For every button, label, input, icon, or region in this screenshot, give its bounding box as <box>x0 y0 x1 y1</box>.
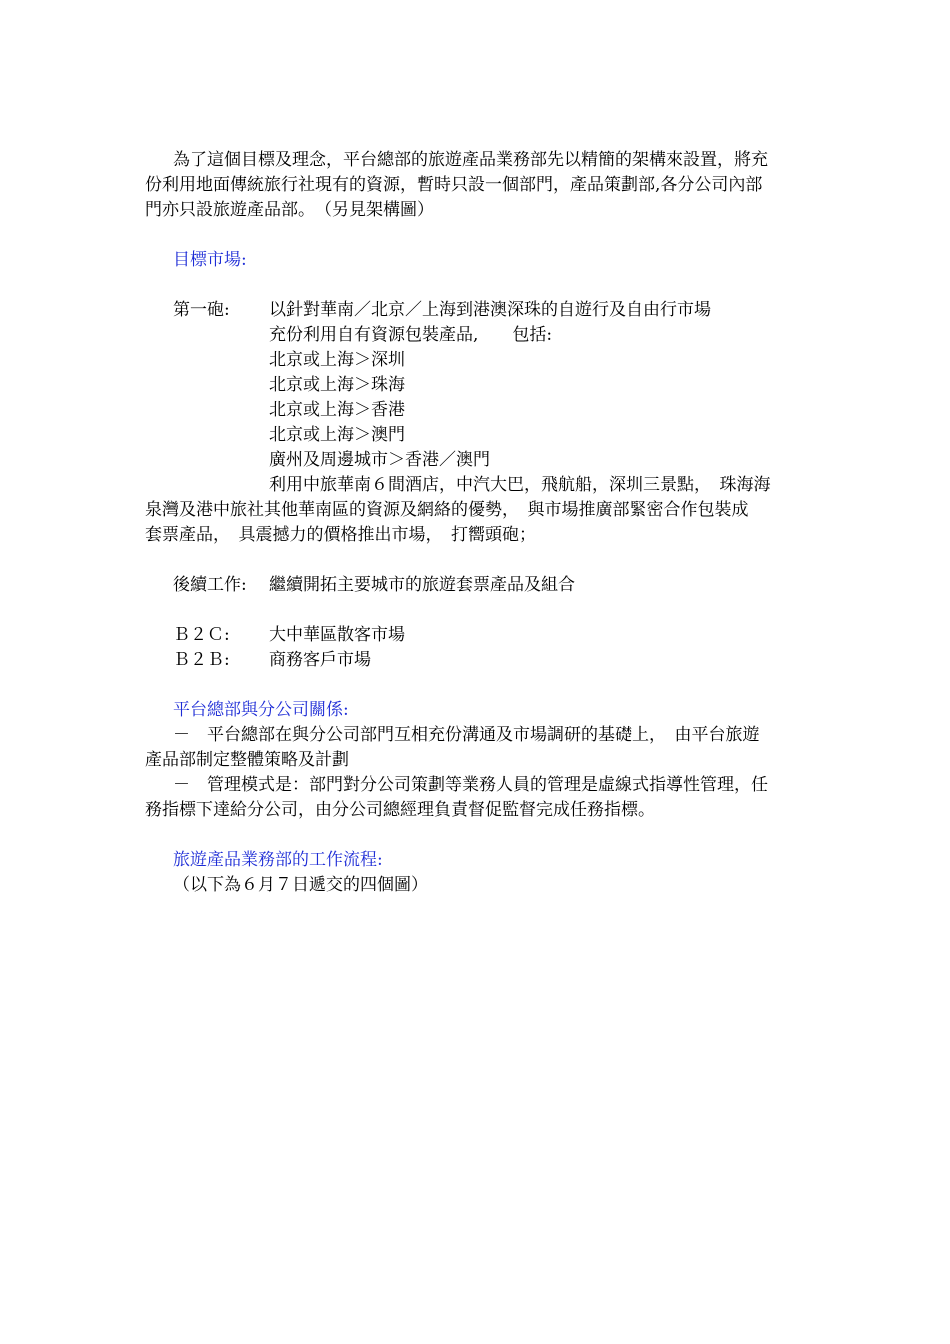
first-line-2: 充份利用自有資源包裝產品, 包括: <box>269 325 553 345</box>
first-label: 第一砲: <box>173 300 230 320</box>
route-macau: 北京或上海＞澳門 <box>269 425 405 445</box>
relationship-line-2: 產品部制定整體策略及計劃 <box>145 750 349 770</box>
b2c-label: Ｂ２Ｃ: <box>173 625 230 645</box>
route-hongkong: 北京或上海＞香港 <box>269 400 405 420</box>
b2b-label: Ｂ２Ｂ: <box>173 650 230 670</box>
intro-line-3: 門亦只設旅遊產品部。 （另見架構圖） <box>145 200 434 220</box>
route-guangzhou: 廣州及周邊城市＞香港／澳門 <box>269 450 490 470</box>
followup-label: 後續工作: <box>173 575 247 595</box>
intro-line-1: 為了這個目標及理念，平台總部的旅遊產品業務部先以精簡的架構來設置，將充 <box>173 150 768 170</box>
relationship-line-3: － 管理模式是：部門對分公司策劃等業務人員的管理是虛線式指導性管理，任 <box>173 775 768 795</box>
first-line-1: 以針對華南／北京／上海到港澳深珠的自遊行及自由行市場 <box>269 300 711 320</box>
first-line-8: 利用中旅華南６間酒店，中汽大巴，飛航船，深圳三景點， 珠海海 <box>269 475 771 495</box>
cont-line-2: 套票產品， 具震撼力的價格推出市場， 打嚮頭砲； <box>145 525 536 545</box>
workflow-heading: 旅遊產品業務部的工作流程: <box>173 850 383 870</box>
relationship-line-1: － 平台總部在與分公司部門互相充份溝通及市場調研的基礎上， 由平台旅遊 <box>173 725 760 745</box>
relationship-line-4: 務指標下達給分公司，由分公司總經理負責督促監督完成任務指標。 <box>145 800 655 820</box>
route-zhuhai: 北京或上海＞珠海 <box>269 375 405 395</box>
cont-line-1: 泉灣及港中旅社其他華南區的資源及網絡的優勢， 與市場推廣部緊密合作包裝成 <box>145 500 749 520</box>
followup-text: 繼續開拓主要城市的旅遊套票產品及組合 <box>269 575 575 595</box>
relationship-heading: 平台總部與分公司關係: <box>173 700 349 720</box>
target-market-heading: 目標市場: <box>173 250 247 270</box>
route-shenzhen: 北京或上海＞深圳 <box>269 350 405 370</box>
workflow-note: （以下為６月７日遞交的四個圖） <box>173 875 428 895</box>
intro-line-2: 份利用地面傳統旅行社現有的資源，暫時只設一個部門，產品策劃部,各分公司內部 <box>145 175 763 195</box>
b2b-text: 商務客戶市場 <box>269 650 371 670</box>
b2c-text: 大中華區散客市場 <box>269 625 405 645</box>
